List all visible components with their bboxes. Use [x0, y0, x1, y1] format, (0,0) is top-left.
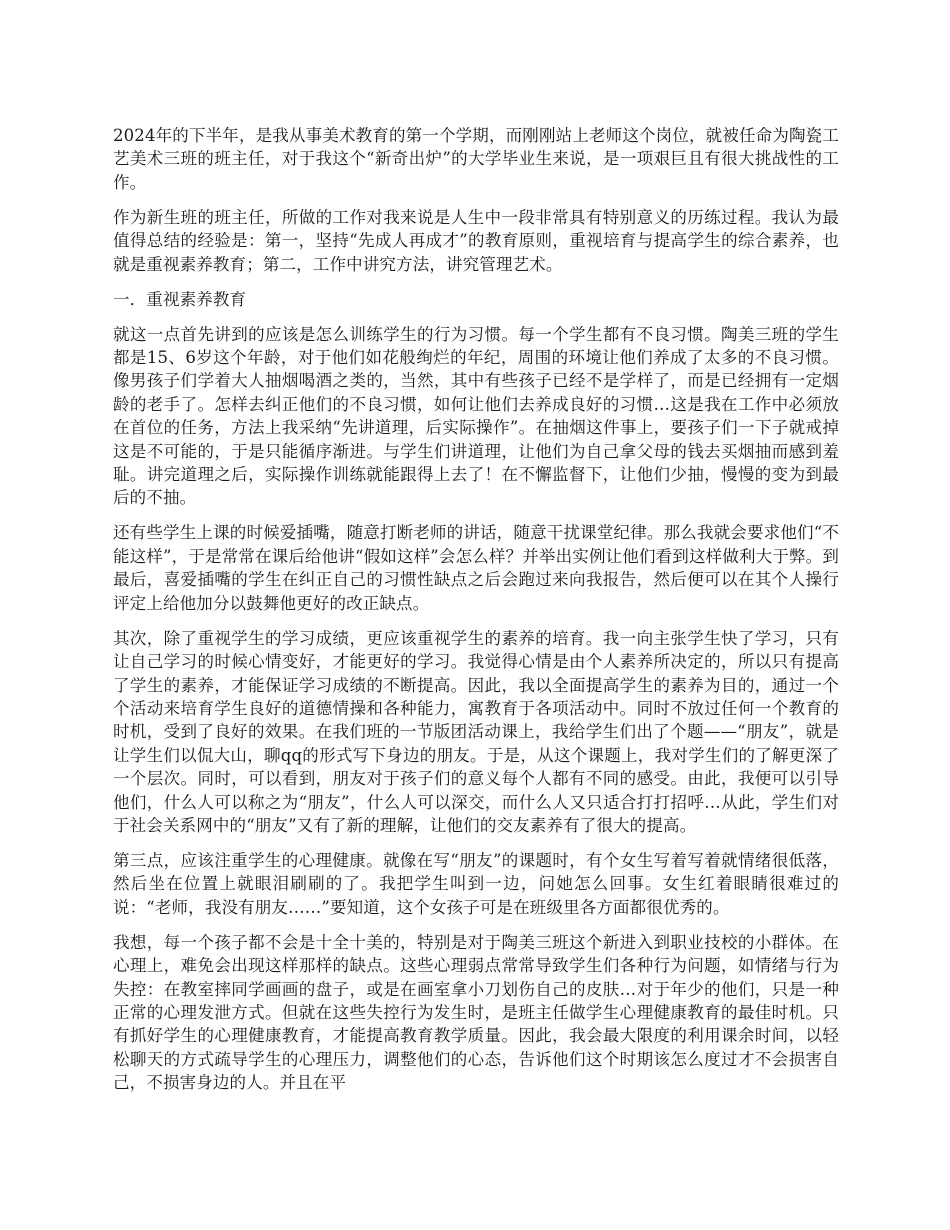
- paragraph-experience: 作为新生班的班主任，所做的工作对我来说是人生中一段非常具有特别意义的历练过程。我认为最值得总结的经验是：第一，坚持“先成人再成才”的教育原则，重视培育与提高学生的综合素养，也就是重视素养教育；第二，工作中讲究方法，讲究管理艺术。: [113, 207, 839, 274]
- document-body: [113, 124, 839, 1106]
- paragraph-guidance: 我想，每一个孩子都不会是十全十美的，特别是对于陶美三班这个新进入到职业技校的小群体。在心理上，难免会出现这样那样的缺点。这些心理弱点常常导致学生们各种行为问题，如情绪与行为失控：在教室摔同学画画的盘子，或是在画室拿小刀划伤自己的皮肤…对于年少的他们，只是一种正常的心理发泄方式。但就在这些失控行为发生时，是班主任做学生心理健康教育的最佳时机。只有抓好学生的心理健康教育，才能提高教育教学质量。因此，我会最大限度的利用课余时间，以轻松聊天的方式疏导学生的心理压力，调整他们的心态，告诉他们这个时期该怎么度过才不会损害自己，不损害身边的人。并且在平: [113, 932, 839, 1093]
- paragraph-habits: 就这一点首先讲到的应该是怎么训练学生的行为习惯。每一个学生都有不良习惯。陶美三班的学生都是15、6岁这个年龄，对于他们如花般绚烂的年纪，周围的环境让他们养成了太多的不良习惯。像男孩子们学着大人抽烟喝酒之类的，当然，其中有些孩子已经不是学样了，而是已经拥有一定烟龄的老手了。怎样去纠正他们的不良习惯，如何让他们去养成良好的习惯…这是我在工作中必须放在首位的任务，方法上我采纳“先讲道理，后实际操作”。在抽烟这件事上，要孩子们一下子就戒掉这是不可能的，于是只能循序渐进。与学生们讲道理，让他们为自己拿父母的钱去买烟抽而感到羞耻。讲完道理之后，实际操作训练就能跟得上去了！在不懈监督下，让他们少抽，慢慢的变为到最后的不抽。: [113, 324, 839, 508]
- section-heading: 一．重视素养教育: [113, 289, 247, 309]
- paragraph-mental-health: 第三点，应该注重学生的心理健康。就像在写“朋友”的课题时，有个女生写着写着就情绪很低落，然后坐在位置上就眼泪刷刷的了。我把学生叫到一边，问她怎么回事。女生红着眼睛很难过的说：“老师，我没有朋友……”要知道，这个女孩子可是在班级里各方面都很优秀的。: [113, 850, 839, 917]
- paragraph-character: 其次，除了重视学生的学习成绩，更应该重视学生的素养的培育。我一向主张学生快了学习，只有让自己学习的时候心情变好，才能更好的学习。我觉得心情是由个人素养所决定的，所以只有提高了学生的素养，才能保证学习成绩的不断提高。因此，我以全面提高学生的素养为目的，通过一个个活动来培育学生良好的道德情操和各种能力，寓教育于各项活动中。同时不放过任何一个教育的时机，受到了良好的效果。在我们班的一节版团活动课上，我给学生们出了个题——“朋友”，就是让学生们以侃大山，聊qq的形式写下身边的朋友。于是，从这个课题上，我对学生们的了解更深了一个层次。同时，可以看到，朋友对于孩子们的意义每个人都有不同的感受。由此，我便可以引导他们，什么人可以称之为“朋友”，什么人可以深交，而什么人又只适合打打招呼…从此，学生们对于社会关系网中的“朋友”又有了新的理解，让他们的交友素养有了很大的提高。: [113, 628, 839, 835]
- paragraph-intro: 2024年的下半年，是我从事美术教育的第一个学期，而刚刚站上老师这个岗位，就被任命为陶瓷工艺美术三班的班主任，对于我这个“新奇出炉”的大学毕业生来说，是一项艰巨且有很大挑战性的工作。: [113, 126, 839, 192]
- paragraph-interrupting: 还有些学生上课的时候爱插嘴，随意打断老师的讲话，随意干扰课堂纪律。那么我就会要求他们“不能这样”，于是常常在课后给他讲“假如这样”会怎么样？并举出实例让他们看到这样做利大于弊。到最后，喜爱插嘴的学生在纠正自己的习惯性缺点之后会跑过来向我报告，然后便可以在其个人操行评定上给他加分以鼓舞他更好的改正缺点。: [113, 523, 839, 613]
